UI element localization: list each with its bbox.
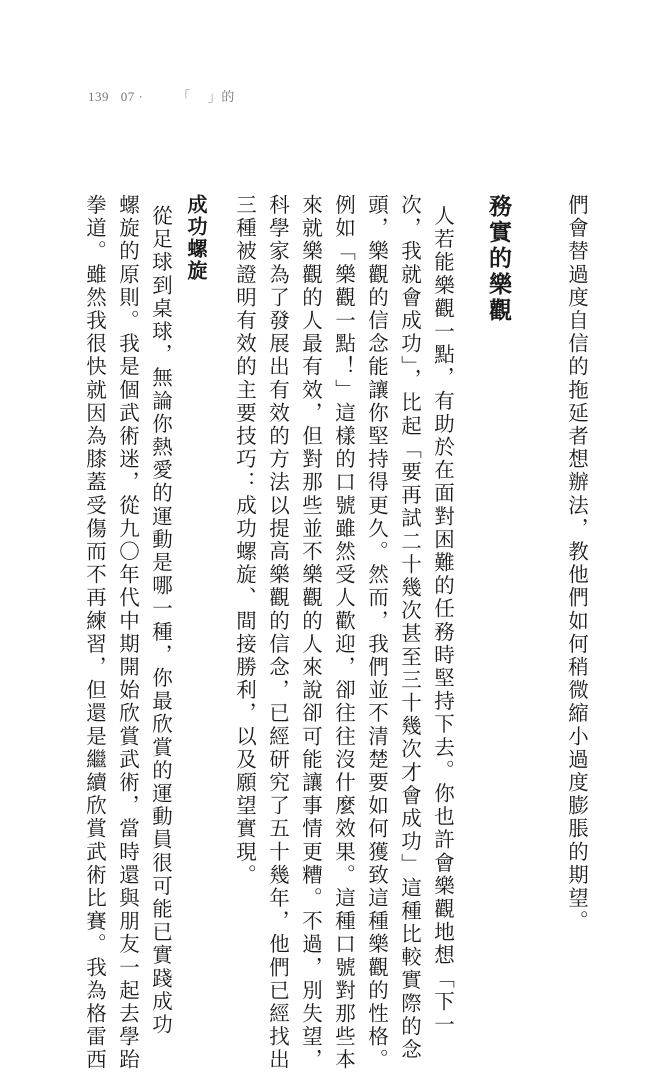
paragraph-line: 拳道。雖然我很快就因為膝蓋受傷而不再練習，但還是繼續欣賞武術比賽。我為格雷西 xyxy=(82,194,107,1072)
section-heading-success-spiral: 成功螺旋 xyxy=(184,194,208,282)
paragraph-line: 例如「樂觀一點！」這樣的口號雖然受人歡迎，卻往往沒什麼效果。這種口號對那些本 xyxy=(331,194,356,1072)
chapter-label: 07 · xyxy=(120,89,144,104)
paragraph-line: 三種被證明有效的主要技巧：成功螺旋、間接勝利，以及願望實現。 xyxy=(232,194,257,887)
running-title: 「 」的 xyxy=(177,89,235,104)
paragraph-line: 從足球到桌球，無論你熱愛的運動是哪一種，你最欣賞的運動員很可能已實踐成功 xyxy=(148,205,173,1037)
running-head xyxy=(88,86,243,105)
paragraph-line: 來就樂觀的人最有效，但對那些並不樂觀的人來說卻可能讓事情更糟。不過，別失望， xyxy=(298,194,323,1072)
paragraph-line: 螺旋的原則。我是個武術迷，從九〇年代中期開始欣賞武術，當時還與朋友一起去學跆 xyxy=(115,194,140,1072)
paragraph-line: 人若能樂觀一點，有助於在面對困難的任務時堅持下去。你也許會樂觀地想「下一 xyxy=(430,205,455,1037)
paragraph-line: 次，我就會成功」，比起「要再試二十幾次甚至三十幾次才會成功」這種比較實際的念 xyxy=(397,194,422,1062)
page-number: 139 xyxy=(88,89,109,104)
paragraph-line: 科學家為了發展出有效的方法以提高樂觀的信念，已經研究了五十幾年，他們已經找出 xyxy=(265,194,290,1072)
section-heading-realistic-optimism: 務實的樂觀 xyxy=(485,194,511,324)
paragraph-line: 們會替過度自信的拖延者想辦法，教他們如何稍微縮小過度膨脹的期望。 xyxy=(564,194,589,934)
paragraph-line: 頭，樂觀的信念能讓你堅持得更久。然而，我們並不清楚要如何獲致這種樂觀的性格。 xyxy=(364,194,389,1072)
